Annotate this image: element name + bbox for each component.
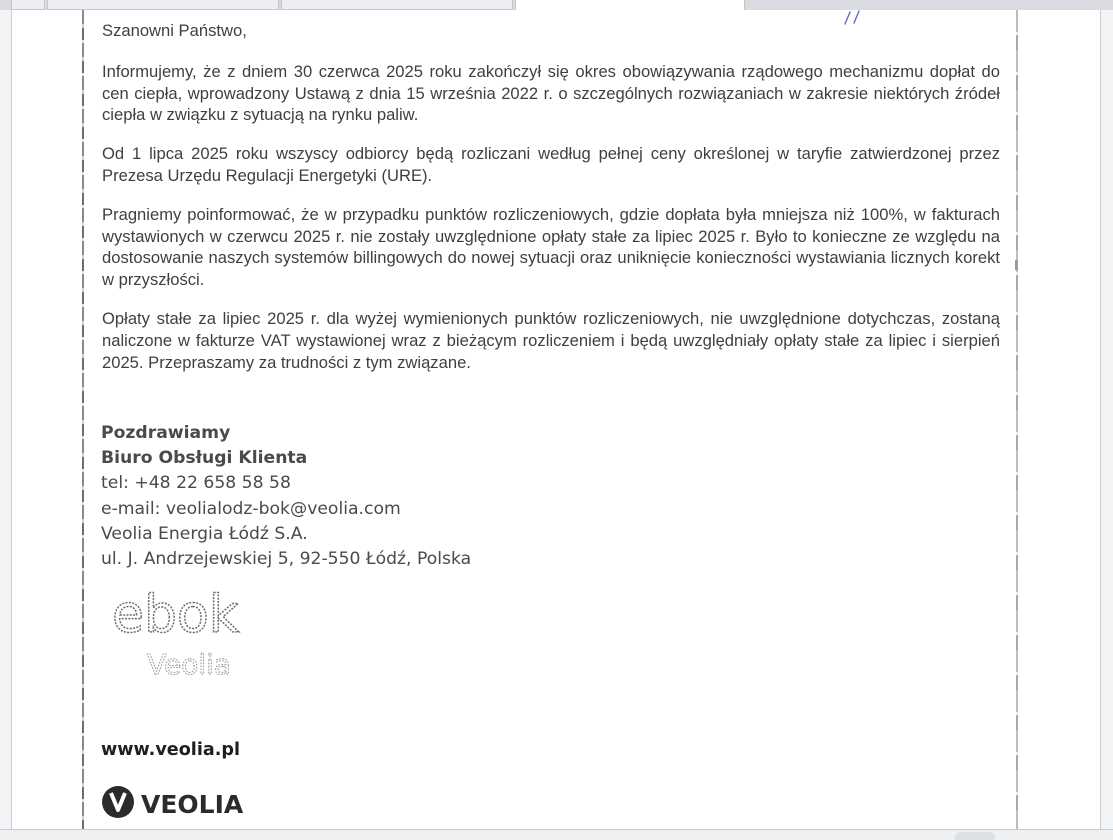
paragraph-1: Informujemy, że z dniem 30 czerwca 2025 roku zakończył się okres obowiązywania rządowego mechanizmu dopłat do cen ciepła, wprowadzony Ustawą z dnia 15 września 2022 r. o szczególnych rozwiązaniach w zakresie niektórych źródeł ciepła w związku z sytuacją na rynku paliw. [102,61,1000,125]
paragraph-3: Pragniemy poinformować, że w przypadku punktów rozliczeniowych, gdzie dopłata była mniejsza niż 100%, w fakturach wystawionych w czerwcu 2025 r. nie zostały uwzględnione opłaty stałe za lipiec 2025 r. Było to konieczne ze względu na dostosowanie naszych systemów billingowych do nowej sytuacji oraz uniknięcie konieczności wystawiania licznych korekt w przyszłości. [102,204,1000,290]
paragraph-2: Od 1 lipca 2025 roku wszyscy odbiorcy będą rozliczani według pełnej ceny określonej w taryfie zatwierdzonej przez Prezesa Urzędu Regulacji Energetyki (URE). [102,144,1000,185]
right-gutter[interactable] [1100,10,1113,839]
department: Biuro Obsługi Klienta [101,448,308,469]
veolia-logo-icon [102,786,134,818]
ebok-logo-main: ebok [112,588,239,645]
scan-speck [1015,260,1018,270]
phone: tel: +48 22 658 58 58 [101,473,291,494]
paragraph-4: Opłaty stałe za lipiec 2025 r. dla wyżej wymienionych punktów rozliczeniowych, nie uwzględnione dotychczas, zostaną naliczone w fakturze VAT wystawionej wraz z bieżącym rozliczeniem i będą uwzględniały opłaty stałe za lipiec i sierpień 2025. Przepraszamy za trudności z tym związane. [102,308,1000,372]
left-gutter [0,10,12,839]
tab-3[interactable] [281,0,513,10]
signature-block [101,421,471,572]
website-link[interactable]: www.veolia.pl [101,740,241,760]
document-page [12,10,1100,829]
ebok-logo [111,588,251,678]
tab-1[interactable] [11,0,45,10]
company-name: Veolia Energia Łódź S.A. [101,523,308,544]
veolia-logo [99,782,259,822]
scan-border-right [1016,10,1018,829]
email: e-mail: veolialodz-bok@veolia.com [101,498,401,519]
closing: Pozdrawiamy [101,423,231,443]
bottom-bar [0,829,1113,840]
veolia-wordmark: VEOLIA [141,790,244,819]
tab-2[interactable] [47,0,279,10]
ebok-logo-sub: Veolia [147,648,232,678]
salutation: Szanowni Państwo, [102,21,247,40]
scan-border-left [82,10,84,829]
letter-body [102,20,1000,390]
address: ul. J. Andrzejewskiej 5, 92-550 Łódź, Polska [101,549,472,570]
